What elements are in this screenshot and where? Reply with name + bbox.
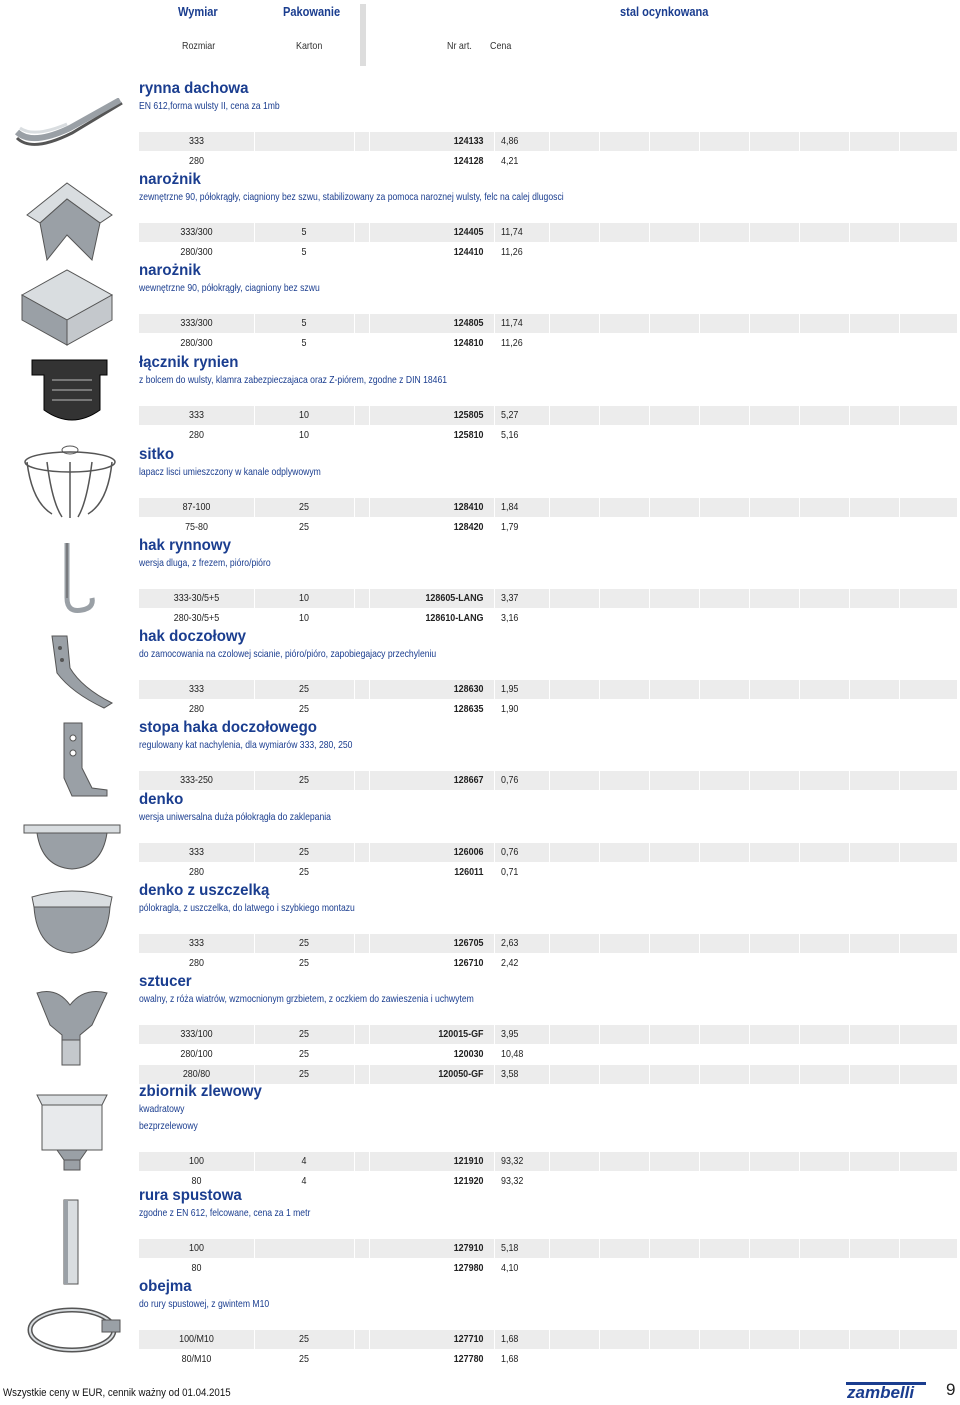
table-row bbox=[139, 1350, 957, 1369]
cell-price: 0,76 bbox=[501, 774, 519, 786]
zambelli-logo bbox=[846, 1378, 926, 1405]
table-row bbox=[139, 589, 957, 608]
cell-article-nr: 120050-GF bbox=[438, 1068, 484, 1080]
header-material: stal ocynkowana bbox=[620, 4, 709, 19]
cell-size: 333/300 bbox=[180, 226, 213, 238]
cell-article-nr: 128420 bbox=[453, 521, 484, 533]
table-row bbox=[139, 700, 957, 719]
cell-article-nr: 126006 bbox=[453, 846, 484, 858]
subheader-rozmiar: Rozmiar bbox=[182, 40, 216, 52]
cell-article-nr: 127710 bbox=[453, 1333, 484, 1345]
product-title: sitko bbox=[139, 446, 175, 463]
table-row bbox=[139, 406, 957, 425]
table-row bbox=[139, 132, 957, 151]
cell-article-nr: 128667 bbox=[453, 774, 484, 786]
page-number: 9 bbox=[946, 1380, 956, 1399]
cell-price: 5,18 bbox=[501, 1242, 519, 1254]
cell-size: 333 bbox=[189, 409, 204, 421]
product-title: hak rynnowy bbox=[139, 537, 231, 554]
cell-article-nr: 124410 bbox=[453, 246, 484, 258]
header-wymiar: Wymiar bbox=[178, 4, 218, 19]
product-title: zbiornik zlewowy bbox=[139, 1083, 262, 1100]
cell-article-nr: 121910 bbox=[453, 1155, 484, 1167]
cell-size: 280 bbox=[189, 155, 204, 167]
cell-pack: 25 bbox=[299, 1028, 309, 1040]
product-description: owalny, z róża wiatrów, wzmocnionym grzbietem, z oczkiem do zawieszenia i uchwytem bbox=[139, 993, 474, 1005]
cell-pack: 25 bbox=[299, 521, 309, 533]
header-divider bbox=[360, 4, 366, 66]
cell-price: 4,86 bbox=[501, 135, 519, 147]
product-description: wersja dluga, z frezem, pióro/pióro bbox=[139, 557, 271, 569]
product-description: do zamocowania na czolowej scianie, pióro/pióro, zapobiegajacy przechyleniu bbox=[139, 648, 437, 660]
cell-size: 100 bbox=[189, 1242, 204, 1254]
product-description: wersja uniwersalna duża półokrągła do zaklepania bbox=[139, 811, 331, 823]
hook-foot-icon bbox=[12, 718, 130, 808]
cell-pack: 25 bbox=[299, 1068, 309, 1080]
cell-pack: 25 bbox=[299, 866, 309, 878]
product-title: denko bbox=[139, 791, 184, 808]
cell-price: 4,21 bbox=[501, 155, 519, 167]
column-header bbox=[0, 0, 960, 22]
table-row bbox=[139, 518, 957, 537]
cell-price: 3,58 bbox=[501, 1068, 519, 1080]
downpipe-icon bbox=[12, 1198, 130, 1293]
cell-article-nr: 124405 bbox=[453, 226, 484, 238]
cell-pack: 25 bbox=[299, 957, 309, 969]
product-description: z bolcem do wulsty, klamra zabezpieczajaca oraz Z-piórem, zgodne z DIN 18461 bbox=[139, 374, 448, 386]
cell-price: 1,68 bbox=[501, 1353, 519, 1365]
cell-article-nr: 128635 bbox=[453, 703, 484, 715]
cell-article-nr: 120015-GF bbox=[438, 1028, 484, 1040]
product-title: rura spustowa bbox=[139, 1187, 242, 1204]
end-cap-seal-icon bbox=[12, 885, 130, 965]
cell-article-nr: 124133 bbox=[453, 135, 484, 147]
table-row bbox=[139, 863, 957, 882]
table-row bbox=[139, 1330, 957, 1349]
cell-article-nr: 127980 bbox=[453, 1262, 484, 1274]
product-description: zgodne z EN 612, felcowane, cena za 1 metr bbox=[139, 1207, 311, 1219]
table-row bbox=[139, 243, 957, 262]
table-row bbox=[139, 1065, 957, 1084]
cell-price: 0,71 bbox=[501, 866, 519, 878]
cell-size: 333 bbox=[189, 937, 204, 949]
product-title: hak doczołowy bbox=[139, 628, 246, 645]
table-row bbox=[139, 314, 957, 333]
cell-pack: 5 bbox=[301, 337, 307, 349]
end-cap-icon bbox=[12, 815, 130, 880]
table-row bbox=[139, 334, 957, 353]
cell-size: 280-30/5+5 bbox=[173, 612, 220, 624]
cell-price: 93,32 bbox=[501, 1175, 524, 1187]
product-description: regulowany kat nachylenia, dla wymiarów 333, 280, 250 bbox=[139, 739, 353, 751]
table-row bbox=[139, 498, 957, 517]
subheader-karton: Karton bbox=[296, 40, 323, 52]
cell-article-nr: 126011 bbox=[454, 866, 484, 878]
subheader-cena: Cena bbox=[490, 40, 512, 52]
cell-article-nr: 124805 bbox=[453, 317, 484, 329]
cell-size: 80 bbox=[191, 1262, 202, 1274]
cell-pack: 4 bbox=[301, 1175, 307, 1187]
cell-price: 3,16 bbox=[501, 612, 519, 624]
cell-article-nr: 127910 bbox=[453, 1242, 484, 1254]
cell-price: 2,42 bbox=[501, 957, 519, 969]
cell-size: 280 bbox=[189, 703, 204, 715]
cell-price: 1,84 bbox=[501, 501, 519, 513]
cell-article-nr: 125810 bbox=[453, 429, 484, 441]
cell-price: 1,68 bbox=[501, 1333, 519, 1345]
cell-size: 280/300 bbox=[180, 337, 213, 349]
cell-size: 280/100 bbox=[180, 1048, 213, 1060]
table-row bbox=[139, 1045, 957, 1064]
cell-price: 1,79 bbox=[501, 521, 519, 533]
table-row bbox=[139, 223, 957, 242]
cell-price: 11,26 bbox=[501, 246, 523, 258]
cell-size: 333-30/5+5 bbox=[173, 592, 220, 604]
cell-pack: 25 bbox=[299, 774, 309, 786]
subheader-nr-art: Nr art. bbox=[447, 40, 472, 52]
cell-article-nr: 124810 bbox=[453, 337, 484, 349]
cell-pack: 10 bbox=[299, 429, 309, 441]
product-description: do rury spustowej, z gwintem M10 bbox=[139, 1298, 270, 1310]
cell-price: 5,16 bbox=[501, 429, 519, 441]
cell-price: 3,37 bbox=[501, 592, 519, 604]
cell-article-nr: 128410 bbox=[453, 501, 484, 513]
table-row bbox=[139, 1172, 957, 1191]
connector-icon bbox=[12, 350, 130, 435]
cell-pack: 25 bbox=[299, 501, 309, 513]
cell-pack: 25 bbox=[299, 683, 309, 695]
cell-price: 0,76 bbox=[501, 846, 519, 858]
product-description: lapacz lisci umieszczony w kanale odplywowym bbox=[139, 466, 321, 478]
cell-pack: 5 bbox=[301, 317, 307, 329]
cell-price: 11,26 bbox=[501, 337, 523, 349]
long-hook-icon bbox=[12, 538, 130, 623]
outer-corner-icon bbox=[12, 175, 130, 275]
table-row bbox=[139, 934, 957, 953]
cell-size: 75-80 bbox=[185, 521, 208, 533]
cell-price: 2,63 bbox=[501, 937, 519, 949]
cell-price: 1,95 bbox=[501, 683, 519, 695]
product-title: łącznik rynien bbox=[139, 354, 239, 371]
cell-size: 100 bbox=[189, 1155, 204, 1167]
cell-price: 11,74 bbox=[501, 226, 523, 238]
cell-size: 333-250 bbox=[180, 774, 213, 786]
cell-article-nr: 128630 bbox=[453, 683, 484, 695]
cell-size: 100/M10 bbox=[179, 1333, 214, 1345]
table-row bbox=[139, 152, 957, 171]
product-title: obejma bbox=[139, 1278, 192, 1295]
product-description: bezprzelewowy bbox=[139, 1120, 198, 1132]
price-validity-note: Wszystkie ceny w EUR, cennik ważny od 01.04.2015 bbox=[3, 1387, 231, 1399]
cell-pack: 10 bbox=[299, 612, 309, 624]
table-row bbox=[139, 609, 957, 628]
cell-article-nr: 128610-LANG bbox=[425, 612, 484, 624]
header-pakowanie: Pakowanie bbox=[283, 4, 341, 19]
cell-price: 5,27 bbox=[501, 409, 519, 421]
cell-price: 3,95 bbox=[501, 1028, 519, 1040]
table-row bbox=[139, 771, 957, 790]
cell-pack: 10 bbox=[299, 592, 309, 604]
product-description: EN 612,forma wulsty II, cena za 1mb bbox=[139, 100, 280, 112]
product-description: kwadratowy bbox=[139, 1103, 185, 1115]
cell-size: 280 bbox=[189, 866, 204, 878]
cell-size: 80 bbox=[191, 1175, 202, 1187]
cell-size: 333/100 bbox=[180, 1028, 213, 1040]
table-row bbox=[139, 1152, 957, 1171]
pipe-clamp-icon bbox=[12, 1300, 130, 1365]
cell-article-nr: 121920 bbox=[453, 1175, 484, 1187]
cell-price: 10,48 bbox=[501, 1048, 524, 1060]
product-description: wewnętrzne 90, półokrągły, ciagniony bez szwu bbox=[139, 282, 320, 294]
cell-pack: 25 bbox=[299, 1048, 309, 1060]
cell-size: 87-100 bbox=[182, 501, 211, 513]
cell-pack: 5 bbox=[301, 226, 307, 238]
rainwater-head-icon bbox=[12, 1090, 130, 1180]
cell-size: 333 bbox=[189, 683, 204, 695]
cell-pack: 25 bbox=[299, 1353, 309, 1365]
cell-pack: 5 bbox=[301, 246, 307, 258]
brand-name: zambelli bbox=[847, 1383, 915, 1400]
product-description: zewnętrzne 90, półokrągły, ciagniony bez szwu, stabilizowany za pomoca naroznej wulsty, felc na calej dlugosci bbox=[139, 191, 564, 203]
product-title: rynna dachowa bbox=[139, 80, 249, 97]
cell-price: 1,90 bbox=[501, 703, 519, 715]
table-row bbox=[139, 426, 957, 445]
cell-size: 333 bbox=[189, 846, 204, 858]
cell-article-nr: 120030 bbox=[453, 1048, 484, 1060]
product-description: pólokragla, z uszczelka, do latwego i szybkiego montazu bbox=[139, 902, 355, 914]
cell-size: 333 bbox=[189, 135, 204, 147]
cell-size: 280 bbox=[189, 429, 204, 441]
table-row bbox=[139, 1259, 957, 1278]
cell-pack: 25 bbox=[299, 937, 309, 949]
front-hook-icon bbox=[12, 628, 130, 718]
cell-size: 280/80 bbox=[182, 1068, 211, 1080]
gutter-icon bbox=[12, 98, 130, 158]
cell-pack: 25 bbox=[299, 703, 309, 715]
cell-article-nr: 127780 bbox=[453, 1353, 484, 1365]
cell-price: 4,10 bbox=[501, 1262, 519, 1274]
cell-size: 280 bbox=[189, 957, 204, 969]
product-title: stopa haka doczołowego bbox=[139, 719, 317, 736]
cell-pack: 4 bbox=[301, 1155, 307, 1167]
cell-article-nr: 128605-LANG bbox=[425, 592, 484, 604]
table-row bbox=[139, 1025, 957, 1044]
cell-pack: 10 bbox=[299, 409, 309, 421]
inner-corner-icon bbox=[12, 265, 130, 360]
table-row bbox=[139, 1239, 957, 1258]
table-row bbox=[139, 954, 957, 973]
cell-article-nr: 126705 bbox=[453, 937, 484, 949]
cell-article-nr: 124128 bbox=[453, 155, 484, 167]
product-title: sztucer bbox=[139, 973, 192, 990]
cell-price: 11,74 bbox=[501, 317, 523, 329]
cell-price: 93,32 bbox=[501, 1155, 524, 1167]
cell-size: 80/M10 bbox=[181, 1353, 212, 1365]
cell-article-nr: 126710 bbox=[453, 957, 484, 969]
leaf-strainer-icon bbox=[12, 442, 130, 527]
table-row bbox=[139, 680, 957, 699]
cell-pack: 25 bbox=[299, 1333, 309, 1345]
cell-size: 333/300 bbox=[180, 317, 213, 329]
cell-article-nr: 125805 bbox=[453, 409, 484, 421]
product-title: narożnik bbox=[139, 262, 201, 279]
table-row bbox=[139, 843, 957, 862]
cell-pack: 25 bbox=[299, 846, 309, 858]
outlet-icon bbox=[12, 985, 130, 1075]
product-title: narożnik bbox=[139, 171, 201, 188]
product-title: denko z uszczelką bbox=[139, 882, 270, 899]
cell-size: 280/300 bbox=[180, 246, 213, 258]
